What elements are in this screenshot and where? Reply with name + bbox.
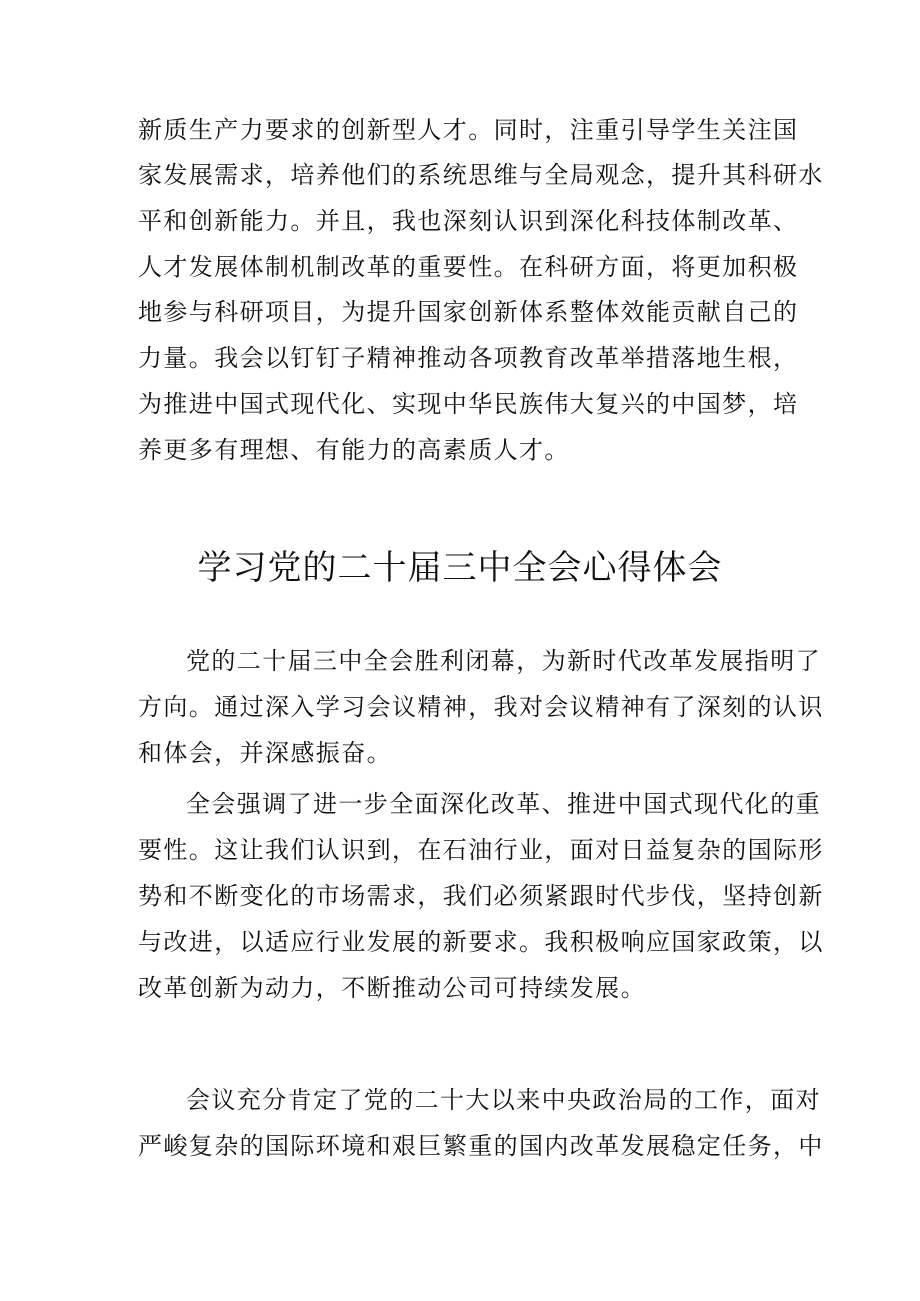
text-line: 养更多有理想、有能力的高素质人才。 xyxy=(138,436,570,464)
text-line: 为推进中国式现代化、实现中华民族伟大复兴的中国梦，培 xyxy=(138,390,799,418)
text-line: 要性。这让我们认识到，在石油行业，面对日益复杂的国际形 xyxy=(138,836,824,864)
text-line: 力量。我会以钉钉子精神推动各项教育改革举措落地生根， xyxy=(138,344,799,372)
text-line: 地参与科研项目，为提升国家创新体系整体效能贡献自己的 xyxy=(138,298,799,326)
text-line: 会议充分肯定了党的二十大以来中央政治局的工作，面对 xyxy=(186,1086,821,1114)
text-line: 全会强调了进一步全面深化改革、推进中国式现代化的重 xyxy=(186,790,821,818)
text-line: 新质生产力要求的创新型人才。同时，注重引导学生关注国 xyxy=(138,116,799,144)
page-title: 学习党的二十届三中全会心得体会 xyxy=(197,548,723,588)
text-line: 平和创新能力。并且，我也深刻认识到深化科技体制改革、 xyxy=(138,207,799,235)
text-line: 严峻复杂的国际环境和艰巨繁重的国内改革发展稳定任务，中 xyxy=(138,1132,824,1160)
text-line: 方向。通过深入学习会议精神，我对会议精神有了深刻的认识 xyxy=(138,693,824,721)
text-line: 党的二十届三中全会胜利闭幕，为新时代改革发展指明了 xyxy=(186,647,821,675)
text-line: 与改进，以适应行业发展的新要求。我积极响应国家政策，以 xyxy=(138,928,824,956)
text-line: 人才发展体制机制改革的重要性。在科研方面，将更加积极 xyxy=(138,253,799,281)
text-line: 势和不断变化的市场需求，我们必须紧跟时代步伐，坚持创新 xyxy=(138,882,824,910)
text-line: 改革创新为动力，不断推动公司可持续发展。 xyxy=(138,974,646,1002)
text-line: 家发展需求，培养他们的系统思维与全局观念，提升其科研水 xyxy=(138,161,824,189)
text-line: 和体会，并深感振奋。 xyxy=(138,739,392,767)
